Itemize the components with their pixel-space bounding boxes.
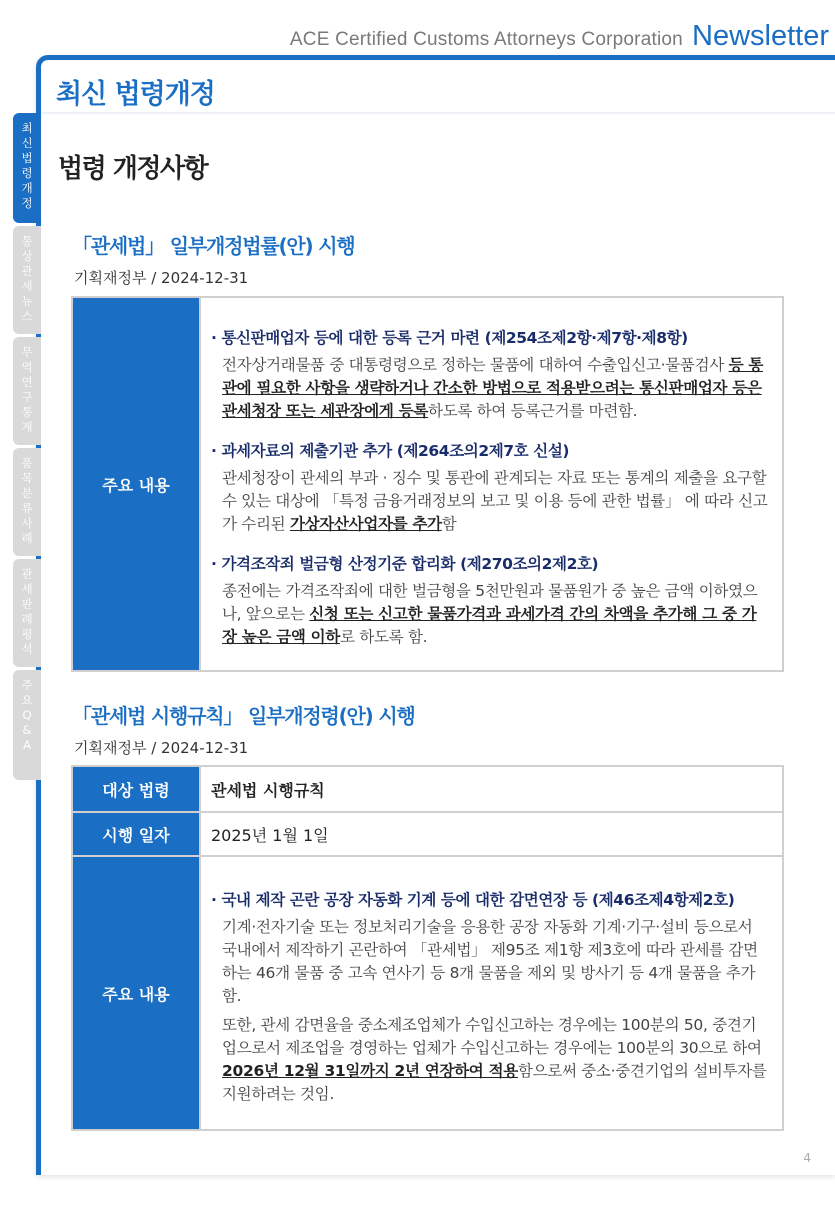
law1-item [211,326,768,423]
law2-date-label: 시행 일자 [72,812,200,856]
tab-classification[interactable] [13,448,41,556]
item-body: 기계·전자기술 또는 정보처리기술을 응용한 공장 자동화 기계·기구·설비 등으로서 국내에서 제작하기 곤란하여 「관세법」 제95조 제1항 제3호에 따라 관세를 감면하는 46개 물품 중 고속 연사기 등 8개 물품을 제외 및 방사기 등 4개 물품을 추가함. [222,918,758,1005]
item-title: · 과세자료의 제출기관 추가 (제264조의2제7호 신설) [211,441,570,460]
law1-item [211,552,768,649]
law2-meta: 기획재정부 / 2024-12-31 [74,739,249,757]
item-text: 하도록 하여 등록근거를 마련함. [428,401,638,420]
tab-trade-news[interactable] [13,226,41,334]
law1-table [71,296,784,672]
tab-label: 품목분류사례 [21,456,33,545]
item-emphasis: 등 통관에 필요한 사항을 생략하거나 간소한 방법으로 적용받으려는 통신판매업자 등은 관세청장 또는 세관장에게 등록 [222,355,764,420]
tab-label: 통상관세뉴스 [21,234,33,323]
brand-header [290,20,829,53]
item-emphasis: 가상자산사업자를 추가 [289,514,442,533]
item-text: 함 [441,514,457,533]
item-text: 종전에는 가격조작죄에 대한 벌금형을 5천만원과 물품원가 중 높은 금액 이하였으나, 앞으로는 [222,581,758,623]
item-emphasis: 신청 또는 신고한 물품가격과 과세가격 간의 차액을 추가해 그 중 가장 높은 금액 이하 [222,604,757,646]
page-number: 4 [803,1151,811,1165]
item-body [222,580,768,649]
corporation-name: ACE Certified Customs Attorneys Corporation [289,29,683,50]
law2-title: 「관세법 시행규칙」 일부개정령(안) 시행 [72,704,415,728]
law2-date-value: 2025년 1월 1일 [200,812,783,856]
item-text: 함으로써 중소·중견기업의 설비투자를 지원하려는 것임. [222,1062,767,1103]
law2-table [71,765,784,1131]
tab-label: 관세판례평석 [21,567,33,656]
item-title: · 가격조작죄 벌금형 산정기준 합리화 (제270조의2제2호) [211,554,599,573]
tab-precedents[interactable] [13,559,41,667]
law1-title: 「관세법」 일부개정법률(안) 시행 [72,234,355,258]
law2-main-content [200,856,783,1130]
law2-target-value: 관세법 시행규칙 [200,766,783,812]
law1-meta: 기획재정부 / 2024-12-31 [74,269,249,287]
item-text: 로 하도록 함. [340,627,428,646]
item-title: · 국내 제작 곤란 공장 자동화 기계 등에 대한 감면연장 등 (제46조제4항제2호) [211,891,735,909]
item-text: 또한, 관세 감면율을 중소제조업체가 수입신고하는 경우에는 100분의 50, 중견기업으로서 제조업을 경영하는 업체가 수입신고하는 경우에는 100분의 30으로 하여 [222,1016,762,1057]
law1-item [211,439,768,536]
newsletter-label: Newsletter [692,20,829,52]
section-title: 최신 법령개정 [56,79,215,110]
item-body [222,467,768,536]
item-body [222,354,768,423]
law2-main-label: 주요 내용 [72,856,200,1130]
item-title: · 통신판매업자 등에 대한 등록 근거 마련 (제254조제2항·제7항·제8항) [211,328,688,347]
page-heading: 법령 개정사항 [58,154,208,184]
tab-label: 주요Q&A [21,678,33,752]
law1-main-label: 주요 내용 [72,297,200,671]
item-body [222,1014,768,1106]
law1-main-content [200,297,783,671]
tab-label: 무역연구통계 [21,345,33,434]
item-text: 전자상거래물품 중 대통령령으로 정하는 물품에 대하여 수출입신고·물품검사 [222,355,729,374]
item-emphasis: 2026년 12월 31일까지 2년 연장하여 적용 [222,1062,518,1080]
item-text: 관세청장이 관세의 부과 · 징수 및 통관에 관계되는 자료 또는 통계의 제출을 요구할 수 있는 대상에 「특정 금융거래정보의 보고 및 이용 등에 관한 법률」 에 따라 신고가 수리된 [222,468,768,533]
tab-qna[interactable] [13,670,41,780]
tab-trade-stats[interactable] [13,337,41,445]
tab-label: 최신법령개정 [21,121,33,210]
tab-latest-law[interactable] [13,113,41,223]
header-divider [41,112,835,114]
law2-target-label: 대상 법령 [72,766,200,812]
